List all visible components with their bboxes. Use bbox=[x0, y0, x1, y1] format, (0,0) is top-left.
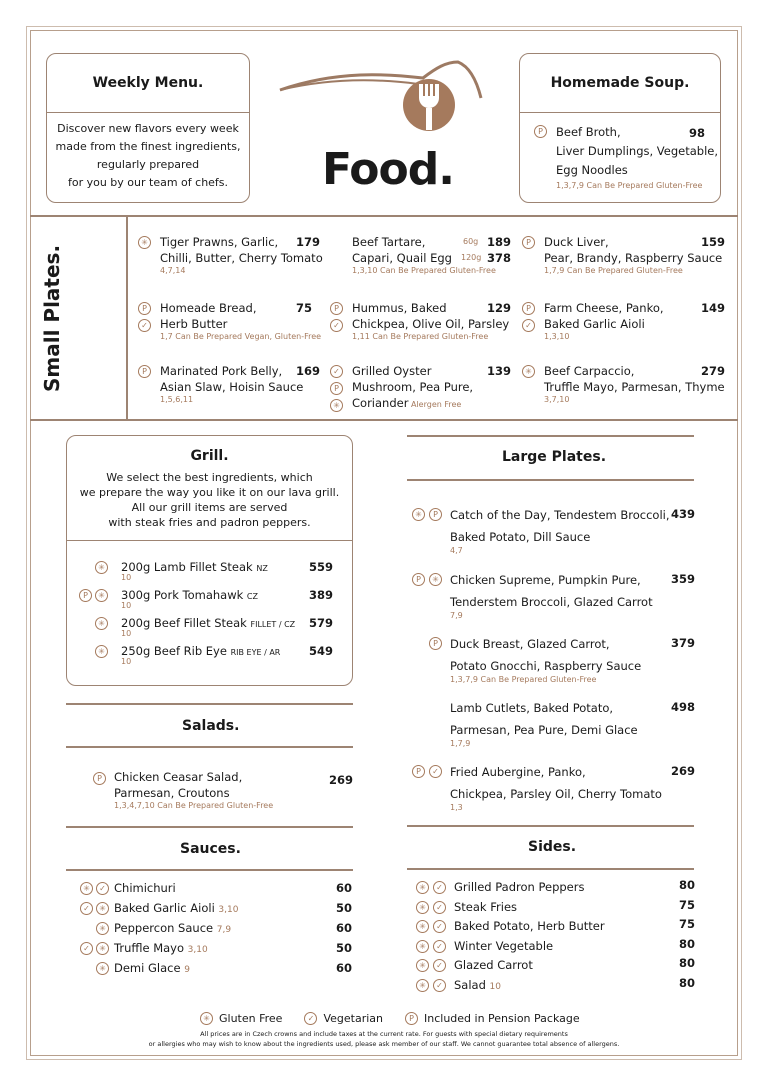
weekly-menu-text: Discover new flavors every week made from the finest ingredients, regularly prepared for you by our team of chefs. bbox=[55, 122, 241, 189]
leaf-icon: ✓ bbox=[138, 319, 151, 332]
item-name: Duck Breast, Glazed Carrot, bbox=[450, 637, 610, 651]
leaf-icon: ✓ bbox=[80, 902, 93, 915]
wheat-icon: ✳ bbox=[416, 920, 429, 933]
item-note: 1,3,7,9 Can Be Prepared Gluten-Free bbox=[450, 675, 597, 684]
wheat-icon: ✳ bbox=[200, 1012, 213, 1025]
pension-icon: P bbox=[412, 765, 425, 778]
item-name: Asian Slaw, Hoisin Sauce bbox=[160, 380, 304, 394]
item-name: Coriander Alergen Free bbox=[352, 396, 462, 410]
item-name: Truffle Mayo, Parmesan, Thyme bbox=[544, 380, 725, 394]
item-name: Beef Tartare, bbox=[352, 235, 426, 249]
item-name: Capari, Quail Egg bbox=[352, 251, 452, 265]
item-name: Demi Glace bbox=[114, 961, 185, 975]
weekly-menu-card bbox=[46, 53, 250, 203]
grill-text: We select the best ingredients, which we prepare the way you like it on our lava grill. All our grill items are served with steak fries and padron peppers. bbox=[79, 471, 340, 529]
item-note: 10 bbox=[121, 601, 132, 610]
small-plates-title: Small Plates. bbox=[40, 244, 64, 392]
item-name: Baked Garlic Aioli bbox=[544, 317, 645, 331]
item-name: Chimichuri bbox=[114, 881, 176, 895]
item-price: 60 bbox=[336, 921, 353, 935]
item-icons bbox=[522, 365, 535, 378]
pension-icon: P bbox=[138, 302, 151, 315]
divider bbox=[407, 825, 694, 827]
item-note: 1,3 bbox=[450, 803, 463, 812]
item-icons bbox=[410, 765, 442, 778]
item-name: Chicken Ceasar Salad, bbox=[114, 770, 243, 784]
soup-name: Beef Broth, Liver Dumplings, Vegetable, Egg Noodles 1,3,7,9 Can Be Prepared Gluten-Free bbox=[556, 125, 718, 190]
list-item bbox=[450, 633, 670, 683]
sides-title: Sides. bbox=[528, 839, 577, 855]
item-icons bbox=[410, 637, 442, 650]
wheat-icon: ✳ bbox=[96, 902, 109, 915]
item-name: Grilled Padron Peppers bbox=[454, 880, 585, 894]
list-item bbox=[114, 921, 231, 935]
item-note: 9 bbox=[184, 965, 190, 975]
salads-title: Salads. bbox=[182, 718, 240, 734]
item-price: 179 bbox=[296, 235, 321, 249]
item-price: 129 bbox=[487, 301, 512, 315]
item-icons bbox=[138, 302, 151, 332]
weekly-menu-title: Weekly Menu. bbox=[47, 54, 249, 113]
list-item bbox=[114, 941, 208, 955]
wheat-icon: ✳ bbox=[138, 236, 151, 249]
wheat-icon: ✳ bbox=[95, 589, 108, 602]
item-price: 80 bbox=[679, 936, 696, 951]
divider bbox=[66, 746, 353, 748]
wheat-icon: ✳ bbox=[416, 959, 429, 972]
item-price: 359 bbox=[671, 572, 696, 586]
item-price: 169 bbox=[296, 364, 321, 378]
wheat-icon: ✳ bbox=[416, 881, 429, 894]
list-item bbox=[121, 560, 268, 582]
list-item bbox=[114, 769, 273, 810]
divider bbox=[66, 826, 353, 828]
item-name: Pear, Brandy, Raspberry Sauce bbox=[544, 251, 723, 265]
divider bbox=[66, 869, 353, 871]
wheat-icon: ✳ bbox=[95, 561, 108, 574]
item-price: 80 bbox=[679, 956, 696, 970]
leaf-icon: ✓ bbox=[433, 901, 446, 914]
item-price: 75 bbox=[296, 301, 313, 315]
pension-icon: P bbox=[522, 236, 535, 249]
item-note: 1,3,10 bbox=[544, 332, 570, 341]
list-item bbox=[544, 234, 722, 275]
item-icons bbox=[79, 942, 109, 955]
item-icons bbox=[522, 302, 535, 332]
item-price: 269 bbox=[671, 764, 696, 778]
footer-line-1: All prices are in Czech crowns and include taxes at the current rate. For guests with special dietary requirements bbox=[200, 1030, 568, 1038]
item-name: Chicken Supreme, Pumpkin Pure, bbox=[450, 573, 641, 587]
item-name: Parmesan, Pea Pure, Demi Glace bbox=[450, 723, 638, 737]
item-icons bbox=[79, 962, 109, 975]
item-icons bbox=[522, 236, 535, 249]
item-name: 300g Pork Tomahawk bbox=[121, 588, 247, 602]
item-name: Tiger Prawns, Garlic, bbox=[160, 235, 279, 249]
item-note: 10 bbox=[121, 629, 132, 638]
list-item bbox=[544, 300, 664, 341]
leaf-icon: ✓ bbox=[330, 319, 343, 332]
item-price: 579 bbox=[309, 616, 334, 630]
item-icons bbox=[75, 645, 108, 658]
item-name: 200g Lamb Fillet Steak bbox=[121, 560, 257, 574]
item-name: Baked Garlic Aioli bbox=[114, 901, 219, 915]
wheat-icon: ✳ bbox=[96, 942, 109, 955]
divider bbox=[126, 215, 128, 420]
item-name: Truffle Mayo bbox=[114, 941, 188, 955]
list-item bbox=[544, 363, 725, 404]
item-name: Fried Aubergine, Panko, bbox=[450, 765, 586, 779]
divider bbox=[407, 479, 694, 481]
leaf-icon: ✓ bbox=[304, 1012, 317, 1025]
wheat-icon: ✳ bbox=[522, 365, 535, 378]
item-name: Mushroom, Pea Pure, bbox=[352, 380, 474, 394]
leaf-icon: ✓ bbox=[429, 765, 442, 778]
wheat-icon: ✳ bbox=[95, 645, 108, 658]
item-note: 1,3,4,7,10 Can Be Prepared Gluten-Free bbox=[114, 801, 274, 810]
leaf-icon: ✓ bbox=[433, 881, 446, 894]
item-tag: NZ bbox=[256, 564, 268, 573]
item-icons bbox=[138, 365, 151, 378]
wheat-icon: ✳ bbox=[416, 940, 429, 953]
item-name: Beef Carpaccio, bbox=[544, 364, 635, 378]
item-price: 379 bbox=[671, 636, 696, 650]
divider bbox=[30, 215, 738, 217]
list-item bbox=[121, 644, 280, 666]
item-name: Glazed Carrot bbox=[454, 958, 533, 972]
item-name: 200g Beef Fillet Steak bbox=[121, 616, 251, 630]
item-icons bbox=[75, 589, 108, 602]
item-name: Steak Fries bbox=[454, 899, 518, 914]
item-note: Alergen Free bbox=[408, 400, 462, 409]
item-icons bbox=[416, 959, 446, 972]
divider bbox=[30, 419, 738, 421]
item-name: Chilli, Butter, Cherry Tomato bbox=[160, 251, 323, 265]
item-name: Homeade Bread, bbox=[160, 301, 257, 315]
item-price: 75 bbox=[679, 917, 696, 931]
pension-icon: P bbox=[93, 772, 106, 785]
pension-icon: P bbox=[330, 382, 343, 395]
item-name: Duck Liver, bbox=[544, 235, 609, 249]
pension-icon: P bbox=[138, 365, 151, 378]
item-icons bbox=[416, 940, 446, 953]
item-icons bbox=[79, 902, 109, 915]
leaf-icon: ✓ bbox=[330, 365, 343, 378]
item-icons bbox=[75, 561, 108, 574]
divider bbox=[66, 703, 353, 705]
item-weight: 120g bbox=[461, 253, 482, 262]
item-price: 159 bbox=[701, 235, 726, 249]
pension-icon: P bbox=[79, 589, 92, 602]
list-item bbox=[454, 880, 584, 894]
legend-vegetarian: ✓ Vegetarian bbox=[304, 1012, 383, 1025]
item-name: Chickpea, Parsley Oil, Cherry Tomato bbox=[450, 787, 662, 801]
wheat-icon: ✳ bbox=[416, 901, 429, 914]
legend-gluten-free: ✳ Gluten Free bbox=[200, 1012, 282, 1025]
item-note: 1,3,10 Can Be Prepared Gluten-Free bbox=[352, 266, 496, 275]
soup-card bbox=[519, 53, 721, 203]
item-note: 3,10 bbox=[187, 945, 208, 955]
pension-icon: P bbox=[429, 508, 442, 521]
item-name: Lamb Cutlets, Baked Potato, bbox=[450, 701, 614, 715]
item-icons bbox=[410, 508, 442, 521]
item-price: 80 bbox=[679, 975, 696, 990]
item-price: 498 bbox=[671, 700, 696, 714]
item-name: Marinated Pork Belly, bbox=[160, 364, 283, 378]
pension-icon: P bbox=[330, 302, 343, 315]
leaf-icon: ✓ bbox=[433, 940, 446, 953]
item-name: Catch of the Day, Tendestem Broccoli, bbox=[450, 508, 670, 522]
item-price: 549 bbox=[309, 644, 334, 658]
item-note: 4,7 bbox=[450, 546, 463, 555]
legend bbox=[200, 1012, 580, 1025]
divider bbox=[407, 435, 694, 437]
item-name: Potato Gnocchi, Raspberry Sauce bbox=[450, 659, 642, 673]
wheat-icon: ✳ bbox=[416, 979, 429, 992]
wheat-icon: ✳ bbox=[80, 882, 93, 895]
item-price: 269 bbox=[329, 773, 354, 787]
item-name: 250g Beef Rib Eye bbox=[121, 644, 231, 658]
pension-icon: P bbox=[429, 637, 442, 650]
item-weight: 60g bbox=[463, 237, 479, 246]
item-name: Farm Cheese, Panko, bbox=[544, 301, 664, 315]
list-item bbox=[454, 919, 605, 933]
item-icons bbox=[79, 922, 109, 935]
item-note: 1,7,9 bbox=[450, 739, 471, 748]
item-name: Baked Potato, Dill Sauce bbox=[450, 530, 591, 544]
leaf-icon: ✓ bbox=[522, 319, 535, 332]
page-title: Food. bbox=[322, 144, 454, 195]
item-note: 3,10 bbox=[218, 905, 239, 915]
item-price: 139 bbox=[487, 364, 512, 378]
leaf-icon: ✓ bbox=[433, 979, 446, 992]
list-item bbox=[352, 363, 473, 413]
wheat-icon: ✳ bbox=[429, 573, 442, 586]
soup-title: Homemade Soup. bbox=[520, 54, 720, 113]
item-price: 75 bbox=[679, 897, 696, 912]
item-name: Herb Butter bbox=[160, 317, 228, 331]
item-price: 80 bbox=[679, 878, 696, 892]
item-price: 389 bbox=[309, 588, 334, 602]
item-icons bbox=[410, 573, 442, 586]
item-note: 7,9 bbox=[216, 925, 232, 935]
list-item bbox=[454, 939, 553, 953]
item-note: 1,5,6,11 bbox=[160, 395, 194, 404]
item-note: 10 bbox=[489, 981, 501, 992]
item-note: 3,7,10 bbox=[544, 395, 570, 404]
item-name: Winter Vegetable bbox=[454, 938, 554, 953]
item-icons bbox=[79, 882, 109, 895]
wheat-icon: ✳ bbox=[95, 617, 108, 630]
leaf-icon: ✓ bbox=[433, 959, 446, 972]
item-note: 10 bbox=[121, 657, 132, 666]
item-note: 7,9 bbox=[450, 611, 463, 620]
divider bbox=[407, 868, 694, 870]
soup-price: 98 bbox=[689, 126, 706, 140]
leaf-icon: ✓ bbox=[96, 882, 109, 895]
list-item bbox=[121, 588, 258, 610]
item-note: 1,7,9 Can Be Prepared Gluten-Free bbox=[544, 266, 683, 275]
item-price: 279 bbox=[701, 364, 726, 378]
item-price: 50 bbox=[336, 941, 353, 955]
item-price: 189 bbox=[487, 235, 512, 249]
item-icons bbox=[416, 979, 446, 992]
item-tag: CZ bbox=[246, 592, 258, 601]
list-item bbox=[114, 961, 190, 975]
list-item bbox=[454, 978, 501, 992]
item-price: 559 bbox=[309, 560, 334, 574]
item-icons bbox=[330, 365, 343, 412]
item-icons bbox=[330, 302, 343, 332]
leaf-icon: ✓ bbox=[433, 920, 446, 933]
list-item bbox=[450, 761, 670, 811]
list-item bbox=[160, 363, 303, 404]
list-item bbox=[121, 616, 295, 638]
item-name: Hummus, Baked bbox=[352, 301, 447, 315]
food-logo bbox=[278, 58, 483, 138]
item-price: 439 bbox=[671, 507, 696, 521]
pension-icon: P bbox=[522, 302, 535, 315]
item-name: Salad bbox=[454, 977, 490, 992]
sauces-title: Sauces. bbox=[180, 841, 241, 857]
wheat-icon: ✳ bbox=[96, 922, 109, 935]
large-plates-title: Large Plates. bbox=[502, 449, 607, 465]
pension-icon: P bbox=[405, 1012, 418, 1025]
list-item bbox=[450, 569, 670, 619]
wheat-icon: ✳ bbox=[412, 508, 425, 521]
list-item bbox=[454, 958, 533, 972]
leaf-icon: ✓ bbox=[80, 942, 93, 955]
wheat-icon: ✳ bbox=[96, 962, 109, 975]
item-name: Baked Potato, Herb Butter bbox=[454, 919, 605, 933]
item-icons bbox=[416, 901, 446, 914]
item-name: Tenderstem Broccoli, Glazed Carrot bbox=[450, 595, 653, 609]
footer-line-2: or allergies who may wish to know about the ingredients used, please ask member of our staff. We cannot guarantee total absence of allergens. bbox=[148, 1040, 620, 1048]
item-name: Chickpea, Olive Oil, Parsley bbox=[352, 317, 510, 331]
item-note: 1,7 Can Be Prepared Vegan, Gluten-Free bbox=[160, 332, 322, 341]
list-item bbox=[114, 881, 176, 895]
list-item bbox=[450, 697, 670, 747]
item-tag: FILLET / CZ bbox=[250, 620, 296, 629]
item-note: 4,7,14 bbox=[160, 266, 186, 275]
list-item bbox=[114, 901, 238, 915]
list-item bbox=[450, 504, 670, 554]
item-icons bbox=[416, 881, 446, 894]
item-note: 1,11 Can Be Prepared Gluten-Free bbox=[352, 332, 489, 341]
wheat-icon: ✳ bbox=[330, 399, 343, 412]
legend-pension: P Included in Pension Package bbox=[405, 1012, 580, 1025]
item-icons bbox=[138, 236, 151, 249]
item-note: 10 bbox=[121, 573, 132, 582]
list-item bbox=[352, 300, 512, 341]
item-name: Peppercon Sauce bbox=[114, 921, 217, 935]
item-name: Grilled Oyster bbox=[352, 364, 432, 378]
item-price: 378 bbox=[487, 251, 512, 265]
item-price: 50 bbox=[336, 901, 353, 915]
grill-title: Grill. bbox=[190, 448, 229, 464]
item-price: 60 bbox=[336, 881, 353, 895]
item-tag: RIB EYE / AR bbox=[230, 648, 281, 657]
item-price: 60 bbox=[336, 961, 353, 975]
pension-icon: P bbox=[412, 573, 425, 586]
item-icons bbox=[416, 920, 446, 933]
pension-icon: P bbox=[534, 125, 547, 138]
item-price: 149 bbox=[701, 301, 726, 315]
list-item bbox=[454, 900, 517, 914]
item-name: Parmesan, Croutons bbox=[114, 786, 230, 800]
item-icons bbox=[75, 617, 108, 630]
